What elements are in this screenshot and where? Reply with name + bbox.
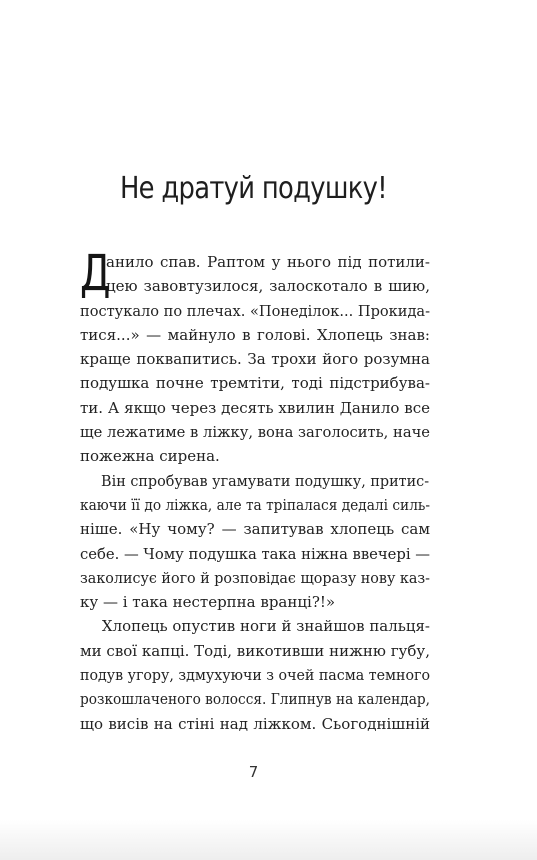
chapter-title: Не дратуй подушку!	[119, 171, 387, 206]
text-line: розкошлаченого волосся. Глипнув на календар,	[80, 690, 431, 709]
text-line: ще лежатиме в ліжку, вона заголосить, наче	[80, 423, 430, 442]
text-line: що висів на стіні над ліжком. Сьогоднішній	[80, 714, 430, 733]
body-text	[80, 244, 431, 736]
text-line: цею завовтузилося, залоскотало в шию,	[106, 277, 430, 296]
drop-cap: Д	[80, 244, 111, 302]
text-line: ми свої капці. Тоді, викотивши нижню губу,	[80, 641, 431, 660]
text-line: подув угору, здмухуючи з очей пасма темного	[80, 666, 431, 685]
text-line: ти. А якщо через десять хвилин Данило все	[80, 398, 430, 417]
page-edge-shadow	[0, 820, 537, 860]
text-line: заколисує його й розповідає щоразу нову каз-	[80, 568, 431, 587]
text-line: тися...» — майнуло в голові. Хлопець знав:	[80, 325, 430, 344]
text-line: Хлопець опустив ноги й знайшов пальця-	[101, 617, 430, 636]
page-number: 7	[248, 763, 259, 781]
text-line: постукало по плечах. «Понеділок... Прокида-	[80, 301, 431, 320]
text-line: ніше. «Ну чому? — запитував хлопець сам	[80, 520, 430, 539]
text-line: пожежна сирена.	[80, 447, 220, 466]
text-line: себе. — Чому подушка така ніжна ввечері —	[80, 544, 430, 563]
text-line: каючи її до ліжка, але та тріпалася дедалі силь-	[80, 495, 431, 514]
text-line: краще поквапитись. За трохи його розумна	[80, 350, 430, 369]
text-line: анило спав. Раптом у нього під потили-	[106, 253, 430, 271]
text-line: подушка почне тремтіти, тоді підстрибува-	[80, 374, 430, 393]
text-line: ку — і така нестерпна вранці?!»	[80, 593, 336, 612]
text-line: Він спробував угамувати подушку, притис-	[101, 471, 430, 490]
